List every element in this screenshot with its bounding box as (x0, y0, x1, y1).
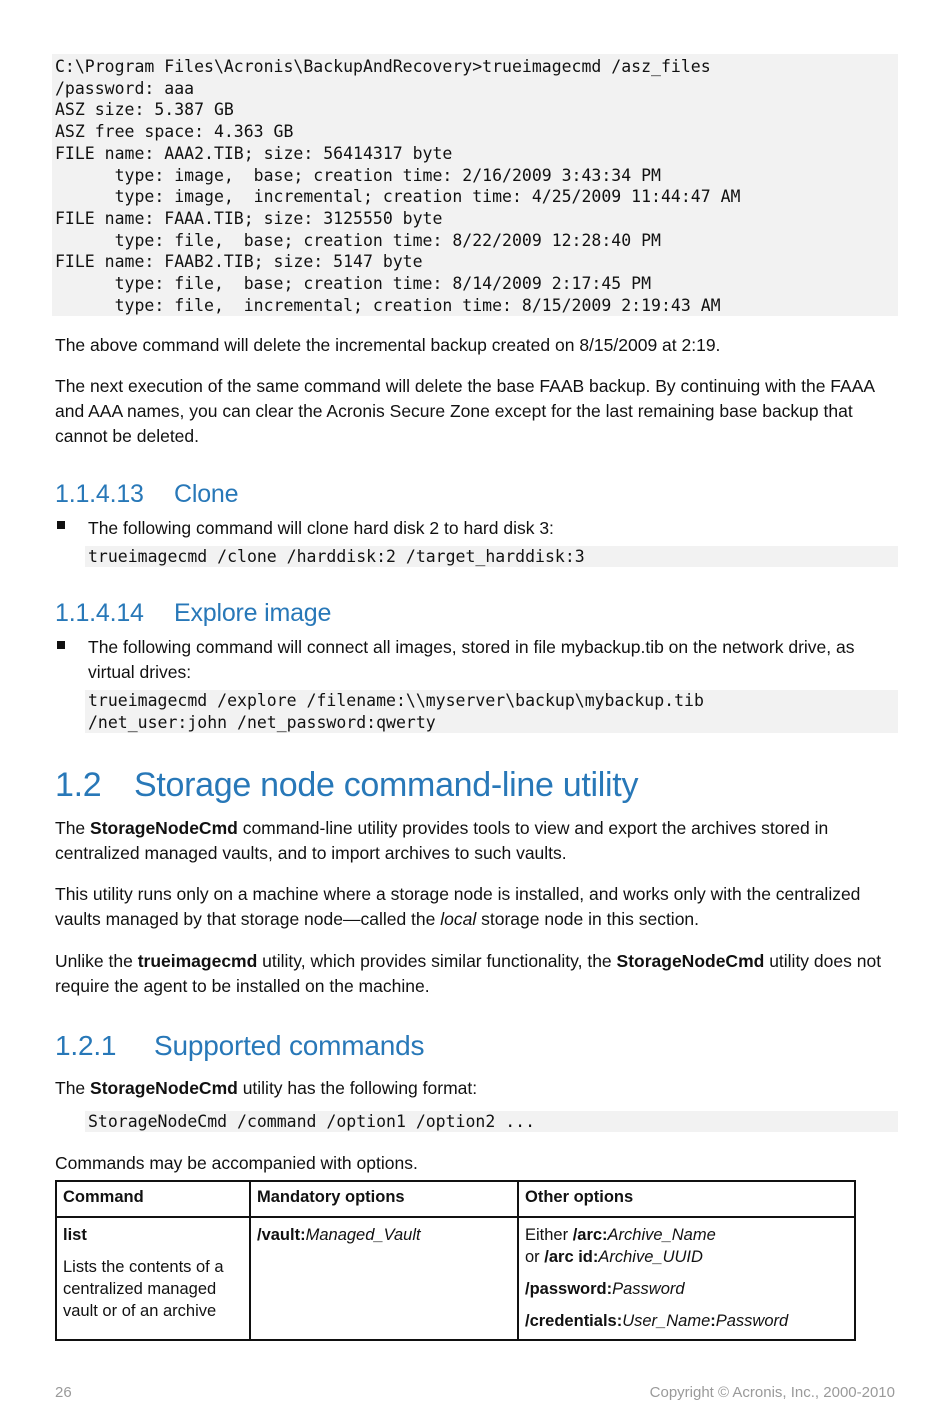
bold-text: trueimagecmd (137, 951, 258, 971)
section-number: 1.2 (55, 766, 102, 804)
mandatory-option (257, 1224, 511, 1246)
other-option (525, 1278, 848, 1300)
footer-copyright: Copyright © Acronis, Inc., 2000-2010 (649, 1384, 895, 1401)
bullet-text: The following command will clone hard disk 2 to hard disk 3: (88, 518, 554, 538)
other-option (525, 1310, 848, 1332)
bullet-square-icon (57, 521, 65, 529)
paragraph (55, 949, 905, 999)
section-heading-supported-commands (55, 1030, 424, 1062)
table-header-cell: Other options (518, 1181, 855, 1217)
table-cell-other (518, 1217, 855, 1340)
paragraph: The next execution of the same command will delete the base FAAB backup. By continuing with the FAAA and AAA names, you can clear the Acronis Secure Zone except for the last remaining base backup that cannot be deleted. (55, 376, 875, 446)
bold-text: /arc: (572, 1226, 608, 1244)
text: The (55, 1078, 91, 1098)
text: Either (525, 1226, 573, 1244)
paragraph (55, 1076, 905, 1101)
paragraph: The above command will delete the incremental backup created on 8/15/2009 at 2:19. (55, 335, 721, 355)
section-heading-explore-image (55, 599, 331, 628)
section-heading-clone (55, 480, 238, 509)
code-block-format: StorageNodeCmd /command /option1 /option2 ... (85, 1111, 898, 1132)
table-header-row (56, 1181, 855, 1217)
table-row (56, 1217, 855, 1340)
italic-text: Managed_Vault (305, 1226, 421, 1244)
section-number: 1.1.4.14 (55, 599, 144, 627)
command-name (63, 1224, 243, 1246)
page-number: 26 (55, 1384, 72, 1401)
italic-text: Archive_UUID (598, 1248, 703, 1266)
bold-text: /vault: (257, 1226, 306, 1244)
text: storage node in this section. (476, 909, 700, 929)
italic-text: User_Name (622, 1312, 711, 1330)
code-block-explore: trueimagecmd /explore /filename:\\myserver\backup\mybackup.tib /net_user:john /net_password:qwerty (85, 690, 898, 733)
other-option (525, 1224, 848, 1246)
code-block-asz-files: C:\Program Files\Acronis\BackupAndRecovery>trueimagecmd /asz_files /password: aaa ASZ size: 5.387 GB ASZ free space: 4.363 GB FILE name: AAA2.TIB; size: 56414317 byte type: image, base; creation time: 2/16/2009 3:43:34 PM type: image, incremental; creation time: 4/25/2009 11:44:47 AM FILE name: FAAA.TIB; size: 3125550 byte type: file, base; creation time: 8/22/2009 12:28:40 PM FILE name: FAAB2.TIB; size: 5147 byte type: file, base; creation time: 8/14/2009 2:17:45 PM type: file, incremental; creation time: 8/15/2009 2:19:43 AM (52, 54, 898, 316)
code-block-clone: trueimagecmd /clone /harddisk:2 /target_harddisk:3 (85, 546, 898, 567)
table-header-cell: Command (56, 1181, 250, 1217)
section-number: 1.1.4.13 (55, 480, 144, 508)
text: utility has the following format: (237, 1078, 478, 1098)
bullet-square-icon (57, 641, 65, 649)
italic-text: Password (612, 1280, 685, 1298)
italic-text: Password (715, 1312, 789, 1330)
commands-table (55, 1180, 856, 1341)
bold-text: /password: (525, 1280, 613, 1298)
table-cell-command (56, 1217, 250, 1340)
bold-text: /credentials: (525, 1312, 623, 1330)
bold-text: list (63, 1226, 87, 1244)
text: This utility runs only on a machine where a storage node is installed, and works only with the centralized vaults managed by that storage node—called the (55, 884, 861, 929)
section-number: 1.2.1 (55, 1030, 117, 1061)
bold-text: StorageNodeCmd (616, 951, 765, 971)
bold-text: : (710, 1312, 716, 1330)
italic-text: Archive_Name (607, 1226, 716, 1244)
text: Unlike the (55, 951, 138, 971)
text: command-line utility provides tools to view and export the archives stored in centralized managed vaults, and to import archives to such vaults. (55, 818, 829, 863)
command-description: Lists the contents of a centralized managed vault or of an archive (63, 1258, 224, 1320)
text: The (55, 818, 91, 838)
section-heading-storage-node (55, 766, 638, 805)
paragraph: Commands may be accompanied with options. (55, 1153, 418, 1173)
text: utility does not require the agent to be installed on the machine. (55, 951, 882, 996)
section-title: Storage node command-line utility (134, 766, 639, 804)
paragraph (55, 882, 905, 932)
text: utility, which provides similar functionality, the (257, 951, 617, 971)
bullet-text: The following command will connect all images, stored in file mybackup.tib on the network drive, as virtual drives: (88, 637, 855, 682)
table-cell-mandatory (250, 1217, 518, 1340)
bold-text: /arc id: (544, 1248, 599, 1266)
bold-text: StorageNodeCmd (90, 818, 238, 838)
text: or (525, 1248, 545, 1266)
other-option (525, 1246, 848, 1268)
section-title: Explore image (174, 599, 332, 627)
section-title: Clone (174, 480, 239, 508)
bold-text: StorageNodeCmd (90, 1078, 238, 1098)
table-header-cell: Mandatory options (250, 1181, 518, 1217)
section-title: Supported commands (154, 1030, 425, 1061)
italic-text: local (440, 909, 477, 929)
paragraph (55, 816, 905, 866)
